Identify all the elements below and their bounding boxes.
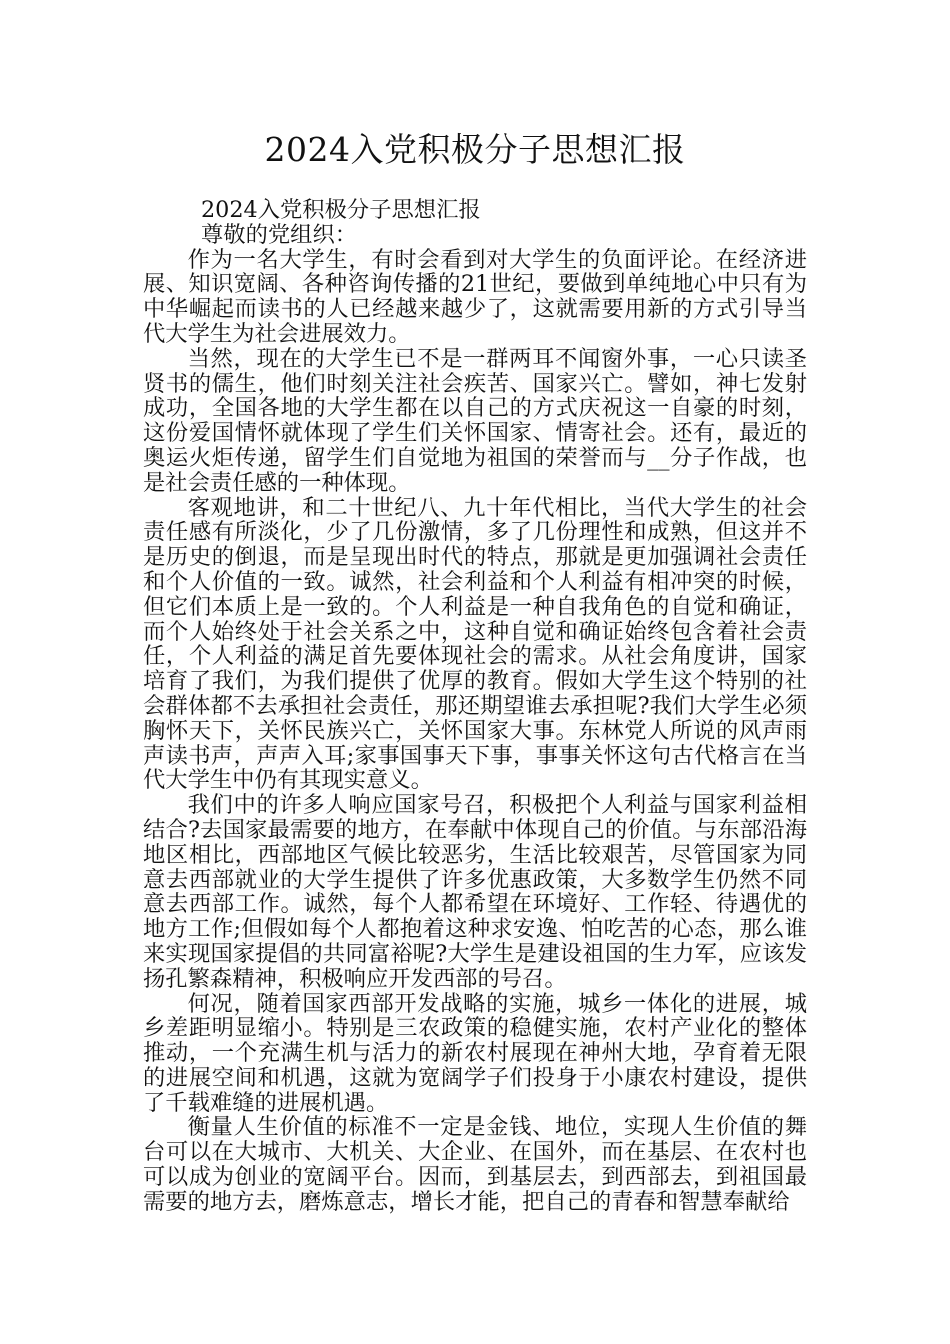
paragraph-3: 客观地讲，和二十世纪八、九十年代相比，当代大学生的社会责任感有所淡化，少了几份激情，多了几份理性和成熟，但这并不是历史的倒退，而是呈现出时代的特点，那就是更加强调社会责任和个人价值的一致。诚然，社会利益和个人利益有相冲突的时候，但它们本质上是一致的。个人利益是一种自我角色的自觉和确证，而个人始终处于社会关系之中，这种自觉和确证始终包含着社会责任，个人利益的满足首先要体现社会的需求。从社会角度讲，国家培育了我们，为我们提供了优厚的教育。假如大学生这个特别的社会群体都不去承担社会责任，那还期望谁去承担呢?我们大学生必须胸怀天下，关怀民族兴亡，关怀国家大事。东林党人所说的风声雨声读书声，声声入耳;家事国事天下事，事事关怀这句古代格言在当代大学生中仍有其现实意义。 <box>143 494 807 794</box>
paragraph-1: 作为一名大学生，有时会看到对大学生的负面评论。在经济进展、知识宽阔、各种咨询传播的21世纪，要做到单纯地心中只有为中华崛起而读书的人已经越来越少了，这就需要用新的方式引导当代大学生为社会进展效力。 <box>143 246 807 347</box>
document-subtitle: 2024入党积极分子思想汇报 <box>200 197 481 223</box>
salutation: 尊敬的党组织： <box>200 221 358 248</box>
paragraph-6: 衡量人生价值的标准不一定是金钱、地位，实现人生价值的舞台可以在大城市、大机关、大企业、在国外，而在基层、在农村也可以成为创业的宽阔平台。因而，到基层去，到西部去，到祖国最需要的地方去，磨炼意志，增长才能，把自己的青春和智慧奉献给 <box>143 1114 807 1215</box>
document-body <box>143 198 807 1215</box>
document-title: 2024入党积极分子思想汇报 <box>264 130 686 169</box>
paragraph-2: 当然，现在的大学生已不是一群两耳不闻窗外事，一心只读圣贤书的儒生，他们时刻关注社会疾苦、国家兴亡。譬如，神七发射成功，全国各地的大学生都在以自己的方式庆祝这一自豪的时刻，这份爱国情怀就体现了学生们关怀国家、情寄社会。还有，最近的奥运火炬传递，留学生们自觉地为祖国的荣誉而与__分子作战，也是社会责任感的一种体现。 <box>143 345 807 496</box>
paragraph-4: 我们中的许多人响应国家号召，积极把个人利益与国家利益相结合?去国家最需要的地方，在奉献中体现自己的价值。与东部沿海地区相比，西部地区气候比较恶劣，生活比较艰苦，尽管国家为同意去西部就业的大学生提供了许多优惠政策，大多数学生仍然不同意去西部工作。诚然，每个人都希望在环境好、工作轻、待遇优的地方工作;但假如每个人都抱着这种求安逸、怕吃苦的心态，那么谁来实现国家提倡的共同富裕呢?大学生是建设祖国的生力军，应该发扬孔繁森精神，积极响应开发西部的号召。 <box>143 792 807 992</box>
paragraph-5: 何况，随着国家西部开发战略的实施，城乡一体化的进展，城乡差距明显缩小。特别是三农政策的稳健实施，农村产业化的整体推动，一个充满生机与活力的新农村展现在神州大地，孕育着无限的进展空间和机遇，这就为宽阔学子们投身于小康农村建设，提供了千载难缝的进展机遇。 <box>143 990 807 1116</box>
